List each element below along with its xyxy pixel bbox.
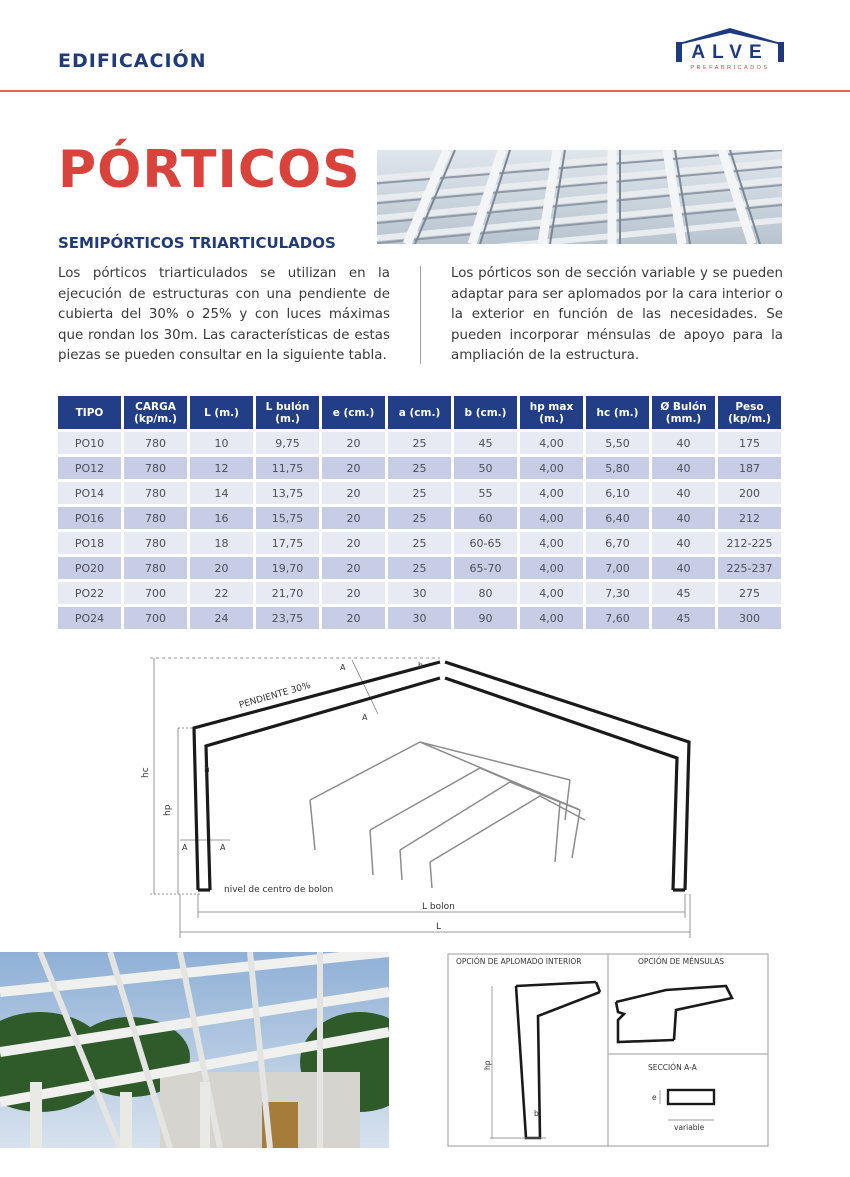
table-row: [58, 582, 781, 604]
table-cell: PO12: [58, 457, 121, 479]
table-cell: 4,00: [520, 507, 583, 529]
table-cell: 4,00: [520, 557, 583, 579]
table-cell: 25: [388, 482, 451, 504]
table-header-cell: L (m.): [190, 396, 253, 429]
table-cell: 187: [718, 457, 781, 479]
table-cell: 20: [322, 582, 385, 604]
table-cell: 14: [190, 482, 253, 504]
table-row: [58, 457, 781, 479]
table-cell: PO22: [58, 582, 121, 604]
table-header-cell: hc (m.): [586, 396, 649, 429]
detail-e-label: e: [652, 1093, 657, 1102]
table-cell: 175: [718, 432, 781, 454]
slope-label: PENDIENTE 30%: [238, 680, 312, 711]
table-cell: 4,00: [520, 432, 583, 454]
logo-subtext: PREFABRICADOS: [690, 65, 770, 71]
table-cell: 25: [388, 557, 451, 579]
table-header-cell: e (cm.): [322, 396, 385, 429]
section-title: EDIFICACIÓN: [58, 50, 207, 72]
table-cell: 23,75: [256, 607, 319, 629]
construction-photo: [0, 952, 389, 1148]
section-marker-left: A: [182, 843, 188, 852]
section-aa-label: SECCIÓN A-A: [648, 1063, 697, 1072]
detail-drawings: [446, 952, 772, 1148]
detail-hp-label: hp: [483, 1060, 492, 1070]
table-cell: 5,80: [586, 457, 649, 479]
table-cell: 40: [652, 507, 715, 529]
table-cell: 80: [454, 582, 517, 604]
section-subtitle: SEMIPÓRTICOS TRIARTICULADOS: [58, 234, 336, 252]
table-header-cell: Ø Bulón (mm.): [652, 396, 715, 429]
table-header-cell: a (cm.): [388, 396, 451, 429]
table-cell: 225-237: [718, 557, 781, 579]
b-label: b: [418, 661, 424, 670]
table-cell: 20: [322, 607, 385, 629]
option-interior-label: OPCIÓN DE APLOMADO INTERIOR: [456, 957, 582, 966]
table-cell: 21,70: [256, 582, 319, 604]
table-cell: PO24: [58, 607, 121, 629]
table-cell: PO20: [58, 557, 121, 579]
hc-label: hc: [141, 767, 151, 778]
table-cell: 4,00: [520, 482, 583, 504]
table-cell: 11,75: [256, 457, 319, 479]
table-cell: 55: [454, 482, 517, 504]
table-cell: 20: [322, 482, 385, 504]
table-cell: 20: [190, 557, 253, 579]
table-cell: 22: [190, 582, 253, 604]
table-cell: 40: [652, 457, 715, 479]
base-level-label: nivel de centro de bolon: [224, 885, 334, 895]
table-cell: 18: [190, 532, 253, 554]
paragraph-left: Los pórticos triarticulados se utilizan en la ejecución de estructuras con una pendiente de cubierta del 30% o 25% y con luces máximas que rondan los 30m. Las características de estas piezas se pueden consultar en la siguiente tabla.: [58, 266, 390, 363]
table-row: [58, 607, 781, 629]
table-cell: 30: [388, 607, 451, 629]
table-row: [58, 482, 781, 504]
detail-b-label: b: [534, 1109, 539, 1118]
table-cell: 45: [652, 607, 715, 629]
header-rule: [0, 90, 850, 92]
alve-logo: [676, 28, 784, 74]
table-cell: 4,00: [520, 457, 583, 479]
table-cell: 40: [652, 482, 715, 504]
table-cell: PO14: [58, 482, 121, 504]
table-cell: 40: [652, 432, 715, 454]
table-header-row: [58, 396, 781, 429]
table-cell: 19,70: [256, 557, 319, 579]
l-label: L: [436, 922, 442, 932]
specs-table: [55, 393, 784, 632]
table-header-cell: L bulón (m.): [256, 396, 319, 429]
table-cell: 45: [454, 432, 517, 454]
table-row: [58, 507, 781, 529]
table-cell: PO10: [58, 432, 121, 454]
table-cell: 700: [124, 607, 187, 629]
table-cell: 20: [322, 457, 385, 479]
table-cell: 780: [124, 482, 187, 504]
table-row: [58, 432, 781, 454]
hero-photo: [377, 150, 782, 244]
table-cell: 20: [322, 432, 385, 454]
table-cell: 30: [388, 582, 451, 604]
table-cell: 25: [388, 532, 451, 554]
lbolon-label: L bolon: [422, 902, 455, 912]
table-cell: 20: [322, 532, 385, 554]
table-cell: 6,70: [586, 532, 649, 554]
column-divider: [420, 266, 421, 364]
section-marker-top: A: [340, 663, 346, 672]
table-header-cell: Peso (kp/m.): [718, 396, 781, 429]
section-marker-bottom: A: [362, 713, 368, 722]
table-cell: 60: [454, 507, 517, 529]
table-cell: 16: [190, 507, 253, 529]
table-cell: 780: [124, 557, 187, 579]
option-mensulas-label: OPCIÓN DE MÉNSULAS: [638, 957, 724, 966]
table-cell: 5,50: [586, 432, 649, 454]
table-cell: 25: [388, 457, 451, 479]
table-cell: 780: [124, 457, 187, 479]
table-cell: 275: [718, 582, 781, 604]
table-cell: 45: [652, 582, 715, 604]
table-cell: 9,75: [256, 432, 319, 454]
table-cell: 60-65: [454, 532, 517, 554]
table-cell: 780: [124, 507, 187, 529]
table-cell: 20: [322, 507, 385, 529]
table-cell: 212: [718, 507, 781, 529]
table-cell: 40: [652, 532, 715, 554]
table-cell: 40: [652, 557, 715, 579]
table-row: [58, 532, 781, 554]
table-header-cell: CARGA (kp/m.): [124, 396, 187, 429]
table-cell: 65-70: [454, 557, 517, 579]
logo-text: ALVE: [691, 42, 769, 63]
h-label: h: [204, 765, 210, 775]
table-cell: 4,00: [520, 532, 583, 554]
paragraph-right: Los pórticos son de sección variable y se pueden adaptar para ser aplomados por la cara interior o la exterior en función de las necesidades. Se pueden incorporar ménsulas de apoyo para la ampliación de la estructura.: [451, 266, 783, 363]
table-cell: 6,10: [586, 482, 649, 504]
table-cell: 7,60: [586, 607, 649, 629]
table-cell: 24: [190, 607, 253, 629]
table-cell: 10: [190, 432, 253, 454]
table-cell: 212-225: [718, 532, 781, 554]
table-cell: 300: [718, 607, 781, 629]
variable-label: variable: [674, 1123, 705, 1132]
table-header-cell: hp max (m.): [520, 396, 583, 429]
page-title: PÓRTICOS: [58, 140, 361, 200]
table-cell: 7,30: [586, 582, 649, 604]
table-cell: 90: [454, 607, 517, 629]
table-cell: 7,00: [586, 557, 649, 579]
table-cell: 13,75: [256, 482, 319, 504]
table-cell: 25: [388, 507, 451, 529]
table-cell: 200: [718, 482, 781, 504]
table-body: [58, 432, 781, 629]
table-cell: 4,00: [520, 582, 583, 604]
table-cell: 780: [124, 532, 187, 554]
table-cell: PO18: [58, 532, 121, 554]
table-cell: 50: [454, 457, 517, 479]
table-cell: 12: [190, 457, 253, 479]
table-cell: 780: [124, 432, 187, 454]
table-header-cell: TIPO: [58, 396, 121, 429]
table-header-cell: b (cm.): [454, 396, 517, 429]
table-cell: PO16: [58, 507, 121, 529]
hp-label: hp: [163, 804, 173, 816]
table-cell: 6,40: [586, 507, 649, 529]
table-row: [58, 557, 781, 579]
table-cell: 25: [388, 432, 451, 454]
table-cell: 17,75: [256, 532, 319, 554]
portal-frame-diagram: [140, 650, 700, 942]
table-cell: 20: [322, 557, 385, 579]
section-marker-right: A: [220, 843, 226, 852]
table-cell: 700: [124, 582, 187, 604]
table-cell: 15,75: [256, 507, 319, 529]
table-cell: 4,00: [520, 607, 583, 629]
